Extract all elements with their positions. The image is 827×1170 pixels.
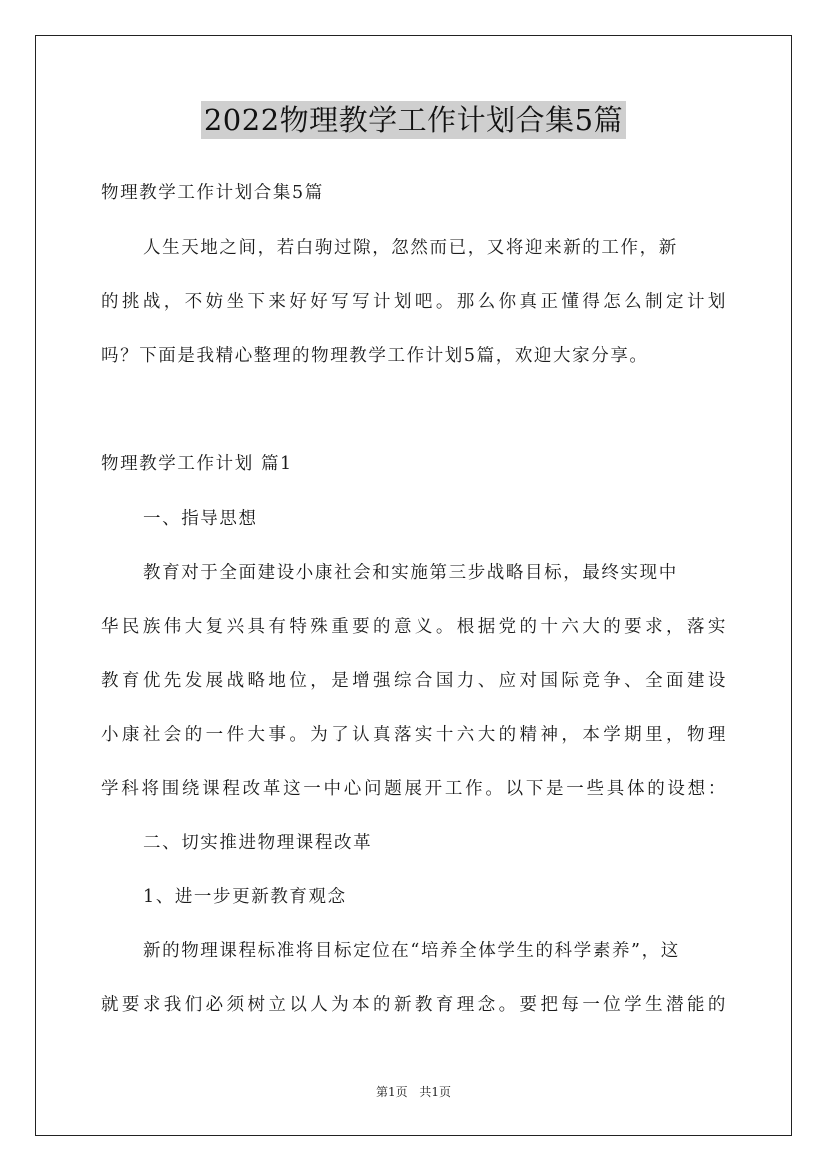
body-line-6: 新的物理课程标准将目标定位在“培养全体学生的科学素养”，这: [143, 941, 680, 961]
body-line-5: 学科将围绕课程改革这一中心问题展开工作。以下是一些具体的设想：: [101, 779, 727, 799]
intro-line-1: 人生天地之间，若白驹过隙，忽然而已，又将迎来新的工作，新: [143, 238, 678, 258]
doc-subtitle: 物理教学工作计划合集5篇: [101, 183, 324, 203]
page-footer: [0, 1084, 827, 1100]
document-title: 2022物理教学工作计划合集5篇: [201, 101, 626, 139]
page-number: 第1页: [375, 1085, 408, 1099]
title-container: [0, 101, 827, 139]
intro-line-3: 吗？下面是我精心整理的物理教学工作计划5篇，欢迎大家分享。: [101, 346, 649, 366]
intro-line-2: 的挑战，不妨坐下来好好写写计划吧。那么你真正懂得怎么制定计划: [101, 292, 727, 312]
subheading-update-concepts: 1、进一步更新教育观念: [143, 887, 347, 907]
subheading-guiding-thought: 一、指导思想: [143, 509, 258, 529]
page-total: 共1页: [419, 1085, 452, 1099]
body-line-2: 华民族伟大复兴具有特殊重要的意义。根据党的十六大的要求，落实: [101, 617, 727, 637]
body-line-1: 教育对于全面建设小康社会和实施第三步战略目标，最终实现中: [143, 563, 678, 583]
subheading-curriculum-reform: 二、切实推进物理课程改革: [143, 833, 373, 853]
body-line-4: 小康社会的一件大事。为了认真落实十六大的精神，本学期里，物理: [101, 725, 727, 745]
body-line-3: 教育优先发展战略地位，是增强综合国力、应对国际竞争、全面建设: [101, 671, 727, 691]
section-heading: 物理教学工作计划 篇1: [101, 454, 293, 474]
body-line-7: 就要求我们必须树立以人为本的新教育理念。要把每一位学生潜能的: [101, 995, 727, 1015]
